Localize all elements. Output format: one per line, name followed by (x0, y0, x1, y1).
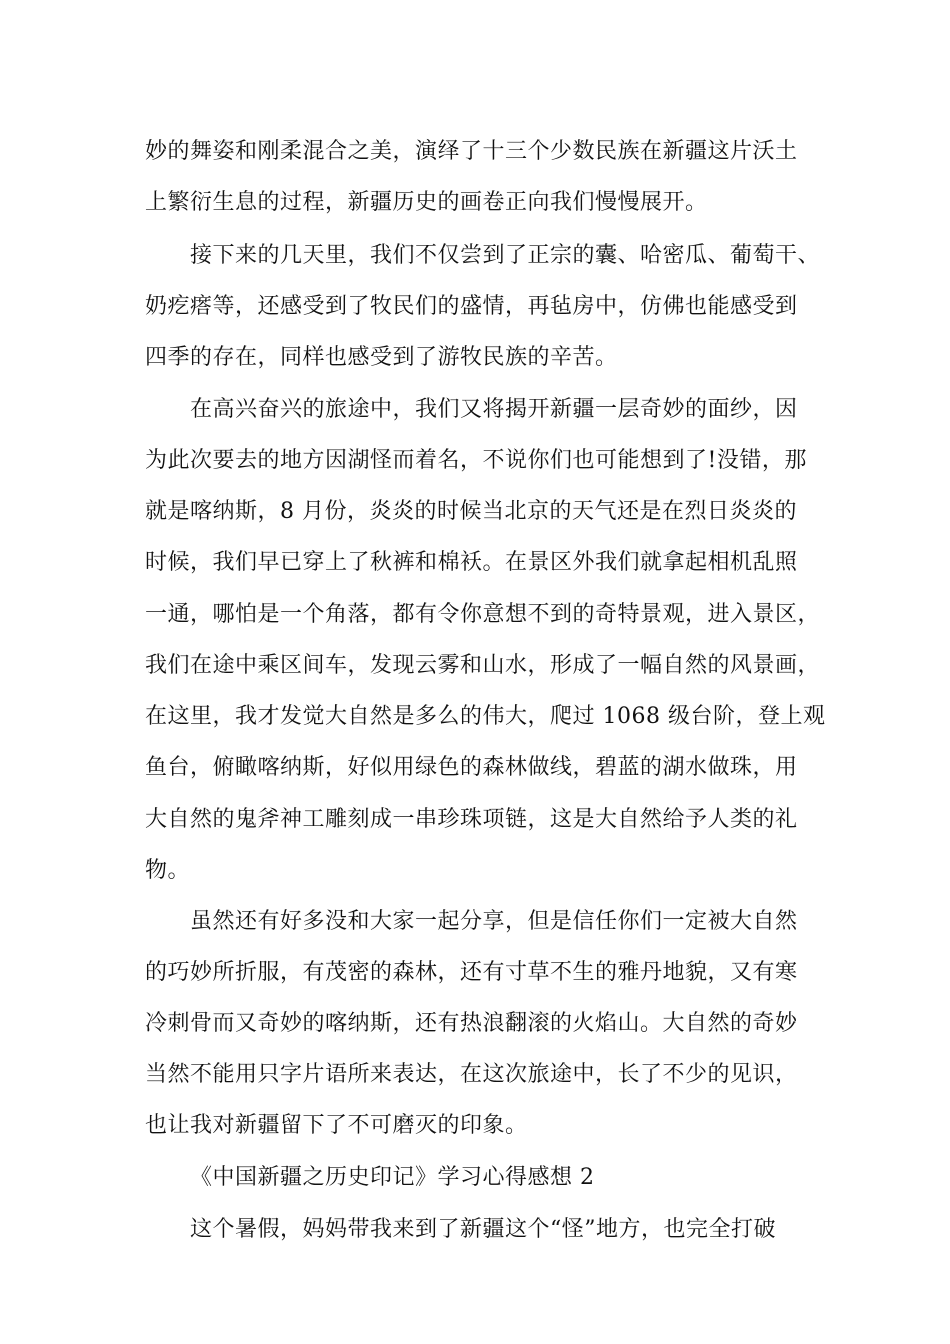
text-line: 时候，我们早已穿上了秋裤和棉袄。在景区外我们就拿起相机乱照 (145, 550, 798, 575)
text-line: 也让我对新疆留下了不可磨灭的印象。 (145, 1113, 528, 1138)
paragraph-start-line: 这个暑假，妈妈带我来到了新疆这个“怪”地方，也完全打破 (190, 1217, 776, 1242)
text-line: 妙的舞姿和刚柔混合之美，演绎了十三个少数民族在新疆这片沃土 (145, 139, 798, 164)
text-line: 物。 (145, 858, 191, 883)
text-line: 奶疙瘩等，还感受到了牧民们的盛情，再毡房中，仿佛也能感受到 (145, 294, 798, 319)
text-line: 上繁衍生息的过程，新疆历史的画卷正向我们慢慢展开。 (145, 190, 708, 215)
text-line: 为此次要去的地方因湖怪而着名，不说你们也可能想到了!没错，那 (145, 448, 807, 473)
text-line: 鱼台，俯瞰喀纳斯，好似用绿色的森林做线，碧蓝的湖水做珠，用 (145, 755, 798, 780)
text-line: 当然不能用只字片语所来表达，在这次旅途中，长了不少的见识， (145, 1062, 798, 1087)
text-line: 四季的存在，同样也感受到了游牧民族的辛苦。 (145, 345, 618, 370)
text-line: 我们在途中乘区间车，发现云雾和山水，形成了一幅自然的风景画， (145, 653, 821, 678)
text-line: 冷刺骨而又奇妙的喀纳斯，还有热浪翻滚的火焰山。大自然的奇妙 (145, 1011, 798, 1036)
paragraph-start-line: 虽然还有好多没和大家一起分享，但是信任你们一定被大自然 (190, 909, 798, 934)
paragraph-start-line: 接下来的几天里，我们不仅尝到了正宗的囊、哈密瓜、葡萄干、 (190, 243, 821, 268)
text-line: 在这里，我才发觉大自然是多么的伟大，爬过 1068 级台阶，登上观 (145, 704, 826, 729)
paragraph-start-line: 在高兴奋兴的旅途中，我们又将揭开新疆一层奇妙的面纱，因 (190, 397, 798, 422)
text-line: 的巧妙所折服，有茂密的森林，还有寸草不生的雅丹地貌，又有寒 (145, 960, 798, 985)
text-line: 大自然的鬼斧神工雕刻成一串珍珠项链，这是大自然给予人类的礼 (145, 807, 798, 832)
text-line: 一通，哪怕是一个角落，都有令你意想不到的奇特景观，进入景区， (145, 602, 821, 627)
section-heading: 《中国新疆之历史印记》学习心得感想 2 (190, 1165, 595, 1190)
text-line: 就是喀纳斯，8 月份，炎炎的时候当北京的天气还是在烈日炎炎的 (145, 499, 797, 524)
